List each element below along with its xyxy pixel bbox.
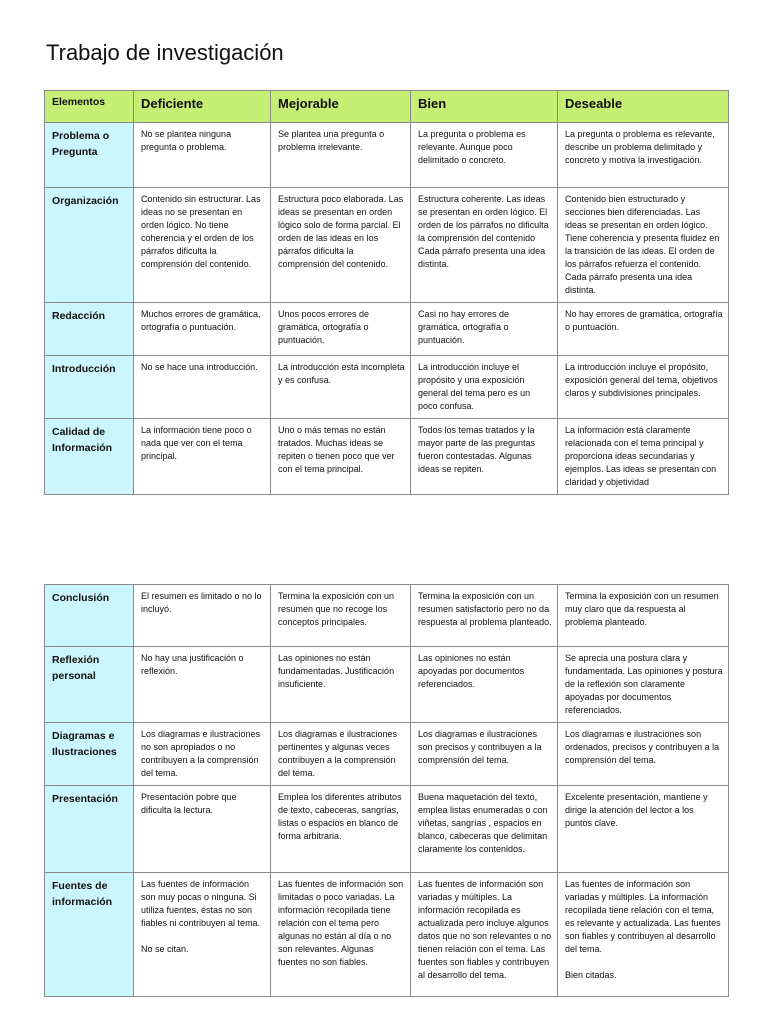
cell-deficiente: Los diagramas e ilustraciones no son apropiados o no contribuyen a la comprensión del tema. [134,723,271,786]
criterion-label: Presentación [45,786,134,873]
cell-deseable: Contenido bien estructurado y secciones bien diferenciadas. Las ideas se presentan en orden lógico. Tiene coherencia y presenta fluidez en la transición de las ideas. El orden de los párrafos refuerza el contenido. Cada párrafo presenta una idea distinta. [558,188,729,303]
cell-mejorable: Los diagramas e ilustraciones pertinentes y algunas veces contribuyen a la comprensión del tema. [271,723,411,786]
table-row [45,303,729,356]
cell-bien: Estructura coherente. Las ideas se presentan en orden lógico. El orden de los párrafos no dificulta la comprensión del contenido Cada párrafo presenta una idea distinta. [411,188,558,303]
cell-mejorable: Uno o más temas no están tratados. Muchas ideas se repiten o tienen poco que ver con el tema principal. [271,419,411,495]
cell-mejorable: Se plantea una pregunta o problema irrelevante. [271,123,411,188]
cell-deseable: Termina la exposición con un resumen muy claro que da respuesta al problema planteado. [558,585,729,647]
cell-mejorable: Las fuentes de información son limitadas o poco variadas. La información recopilada tiene relación con el tema pero algunas no están al día o no son relevantes. Algunas fuentes no son fiables. [271,873,411,997]
header-mejorable: Mejorable [271,91,411,123]
table-row [45,356,729,419]
header-bien: Bien [411,91,558,123]
cell-deseable: Excelente presentación, mantiene y dirige la atención del lector a los puntos clave. [558,786,729,873]
criterion-label: Reflexión personal [45,647,134,723]
cell-bien: Las fuentes de información son variadas y múltiples. La información recopilada es actualizada pero incluye algunos datos que no son relevantes o no tienen relación con el tema. Las fuentes son fiables y contribuyen al desarrollo del tema. [411,873,558,997]
table-row [45,419,729,495]
cell-deseable: La información está claramente relacionada con el tema principal y proporciona ideas secundarias y ejemplos. Las ideas se presentan con claridad y objetividad [558,419,729,495]
cell-mejorable: Emplea los diferentes atributos de texto, cabeceras, sangrías, listas o espacios en blanco de forma arbitraria. [271,786,411,873]
cell-mejorable: Las opiniones no están fundamentadas. Justificación insuficiente. [271,647,411,723]
cell-deficiente: No se hace una introducción. [134,356,271,419]
cell-deficiente: No hay una justificación o reflexión. [134,647,271,723]
criterion-label: Introducción [45,356,134,419]
table-row [45,585,729,647]
header-deseable: Deseable [558,91,729,123]
criterion-label: Problema o Pregunta [45,123,134,188]
cell-deseable: No hay errores de gramática, ortografía o puntuación. [558,303,729,356]
cell-bien: Casi no hay errores de gramática, ortografía o puntuación. [411,303,558,356]
criterion-label: Redacción [45,303,134,356]
table-row [45,647,729,723]
cell-deseable: Los diagramas e ilustraciones son ordenados, precisos y contribuyen a la comprensión del tema. [558,723,729,786]
cell-deseable: La pregunta o problema es relevante, describe un problema delimitado y concreto y motiva la investigación. [558,123,729,188]
table-row [45,188,729,303]
criterion-label: Organización [45,188,134,303]
cell-deficiente: No se plantea ninguna pregunta o problema. [134,123,271,188]
cell-deficiente: Las fuentes de información son muy pocas o ninguna. Si utiliza fuentes, éstas no son fiables ni contribuyen al tema. No se citan. [134,873,271,997]
cell-bien: Los diagramas e ilustraciones son precisos y contribuyen a la comprensión del tema. [411,723,558,786]
cell-deficiente: El resumen es limitado o no lo incluyó. [134,585,271,647]
cell-mejorable: Termina la exposición con un resumen que no recoge los conceptos principales. [271,585,411,647]
cell-deseable: Las fuentes de información son variadas y múltiples. La información recopilada tiene relación con el tema, es relevante y actualizada. Las fuentes son fiables y contribuyen al desarrollo del tema. Bien citadas. [558,873,729,997]
criterion-label: Conclusión [45,585,134,647]
header-deficiente: Deficiente [134,91,271,123]
cell-mejorable: Unos pocos errores de gramática, ortografía o puntuación. [271,303,411,356]
cell-mejorable: La introducción está incompleta y es confusa. [271,356,411,419]
cell-deficiente: La información tiene poco o nada que ver con el tema principal. [134,419,271,495]
cell-deseable: Se aprecia una postura clara y fundamentada. Las opiniones y postura de la reflexión son claramente apoyadas por documentos referenciados. [558,647,729,723]
cell-deseable: La introducción incluye el propósito, exposición general del tema, objetivos claros y subdivisiones principales. [558,356,729,419]
cell-bien: Las opiniones no están apoyadas por documentos referenciados. [411,647,558,723]
cell-deficiente: Muchos errores de gramática, ortografía o puntuación. [134,303,271,356]
rubric-table-1 [44,90,729,495]
cell-bien: La pregunta o problema es relevante. Aunque poco delimitado o concreto. [411,123,558,188]
table-row [45,786,729,873]
table-row [45,123,729,188]
cell-bien: Todos los temas tratados y la mayor parte de las preguntas fueron contestadas. Algunas ideas se repiten. [411,419,558,495]
cell-bien: Termina la exposición con un resumen satisfactorio pero no da respuesta al problema planteado. [411,585,558,647]
header-row [45,91,729,123]
rubric-table-2 [44,584,729,997]
criterion-label: Fuentes de información [45,873,134,997]
criterion-label: Diagramas e Ilustraciones [45,723,134,786]
table-row [45,873,729,997]
cell-bien: La introducción incluye el propósito y una exposición general del tema pero es un poco confusa. [411,356,558,419]
table-row [45,723,729,786]
cell-bien: Buena maquetación del texto, emplea listas enumeradas o con viñetas, sangrías , espacios en blanco, cabeceras que delimitan claramente los contenidos. [411,786,558,873]
header-elementos: Elementos [45,91,134,123]
page-title: Trabajo de investigación [46,40,284,65]
cell-deficiente: Contenido sin estructurar. Las ideas no se presentan en orden lógico. No tiene coherencia y el orden de los párrafos dificulta la comprensión del contenido. [134,188,271,303]
cell-mejorable: Estructura poco elaborada. Las ideas se presentan en orden lógico solo de forma parcial. El orden de las ideas en los párrafos dificulta la comprensión del contenido. [271,188,411,303]
cell-deficiente: Presentación pobre que dificulta la lectura. [134,786,271,873]
criterion-label: Calidad de Información [45,419,134,495]
